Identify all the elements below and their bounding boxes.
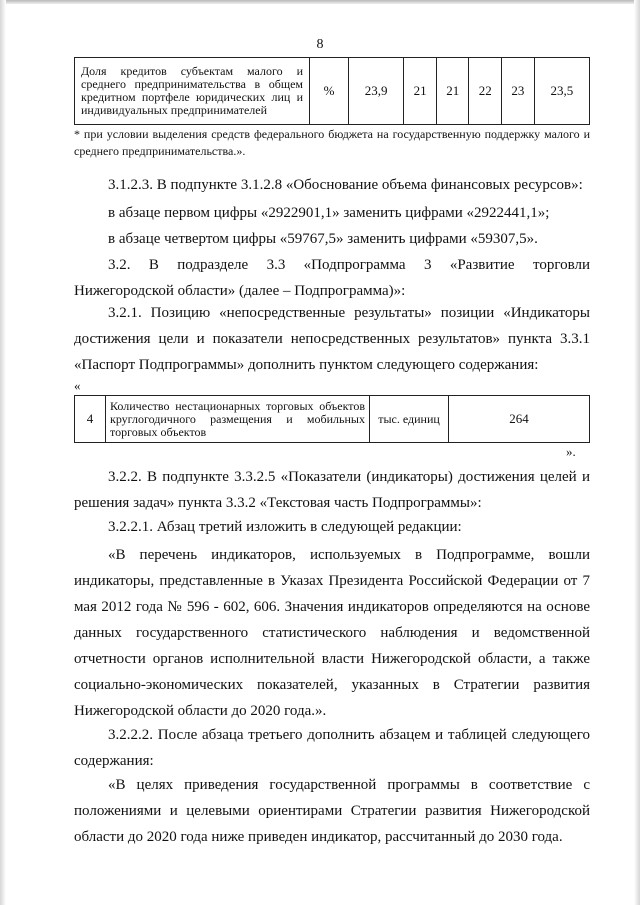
- scan-border-left: [0, 0, 6, 905]
- paragraph: 3.1.2.3. В подпункте 3.1.2.8 «Обоснование объема финансовых ресурсов»:: [108, 177, 583, 193]
- indicator-table: [74, 57, 590, 125]
- indicator-unit: тыс. единиц: [370, 396, 449, 443]
- paragraph: 3.2. В подразделе 3.3 «Подпрограмма 3 «Развитие торговли Нижегородской области» (далее – Подпрограмма)»:: [74, 257, 590, 299]
- close-quote: ».: [566, 444, 576, 459]
- paragraph: «В перечень индикаторов, используемых в Подпрограмме, вошли индикаторы, представленные в Указах Президента Российской Федерации от 7 мая 2012 года № 596 - 602, 606. Значения индикаторов определяются на основе данных государственного статистического наблюдения и ведомственной отчетности органов исполнительной власти Нижегородской области, а также социально-экономических показателей, указанных в Стратегии развития Нижегородской области до 2020 года.».: [74, 547, 590, 719]
- indicator-value: 23: [502, 58, 535, 125]
- indicator-value: 22: [469, 58, 502, 125]
- footnote: * при условии выделения средств федерального бюджета на государственную поддержку малого и среднего предпринимательства.».: [74, 127, 590, 158]
- indicator-value: 23,9: [349, 58, 404, 125]
- indicator-value: 21: [404, 58, 437, 125]
- paragraph: «В целях приведения государственной программы в соответствие с положениями и целевыми ориентирами Стратегии развития Нижегородской области до 2020 года ниже приведен индикатор, рассчитанный до 2030 года.: [74, 777, 590, 845]
- row-number: 4: [75, 396, 106, 443]
- paragraph: 3.2.2.2. После абзаца третьего дополнить абзацем и таблицей следующего содержания:: [74, 727, 590, 769]
- paragraph: 3.2.2. В подпункте 3.3.2.5 «Показатели (индикаторы) достижения целей и решения задач» пункта 3.3.2 «Текстовая часть Подпрограммы»:: [74, 469, 590, 511]
- indicator-value: 21: [436, 58, 469, 125]
- open-quote: «: [74, 378, 81, 393]
- scan-border-top: [0, 0, 640, 4]
- indicator-name: Доля кредитов субъектам малого и среднего предпринимательства в общем кредитном портфеле юридических лиц и индивидуальных предпринимателей: [75, 58, 310, 125]
- paragraph: 3.2.2.1. Абзац третий изложить в следующей редакции:: [108, 519, 462, 535]
- indicator-name: Количество нестационарных торговых объектов круглогодичного размещения и мобильных торговых объектов: [106, 396, 370, 443]
- table-row: [75, 396, 590, 443]
- paragraph: 3.2.1. Позицию «непосредственные результаты» позиции «Индикаторы достижения цели и показатели непосредственных результатов» пункта 3.3.1 «Паспорт Подпрограммы» дополнить пунктом следующего содержания:: [74, 305, 590, 373]
- new-indicator-table: [74, 395, 590, 443]
- paragraph: в абзаце четвертом цифры «59767,5» заменить цифрами «59307,5».: [108, 231, 538, 247]
- indicator-value: 264: [449, 396, 590, 443]
- page-number: 8: [316, 37, 324, 52]
- indicator-value: 23,5: [534, 58, 589, 125]
- table-row: [75, 58, 590, 125]
- paragraph: в абзаце первом цифры «2922901,1» заменить цифрами «2922441,1»;: [108, 205, 550, 221]
- indicator-unit: %: [310, 58, 349, 125]
- scan-border-right: [634, 0, 640, 905]
